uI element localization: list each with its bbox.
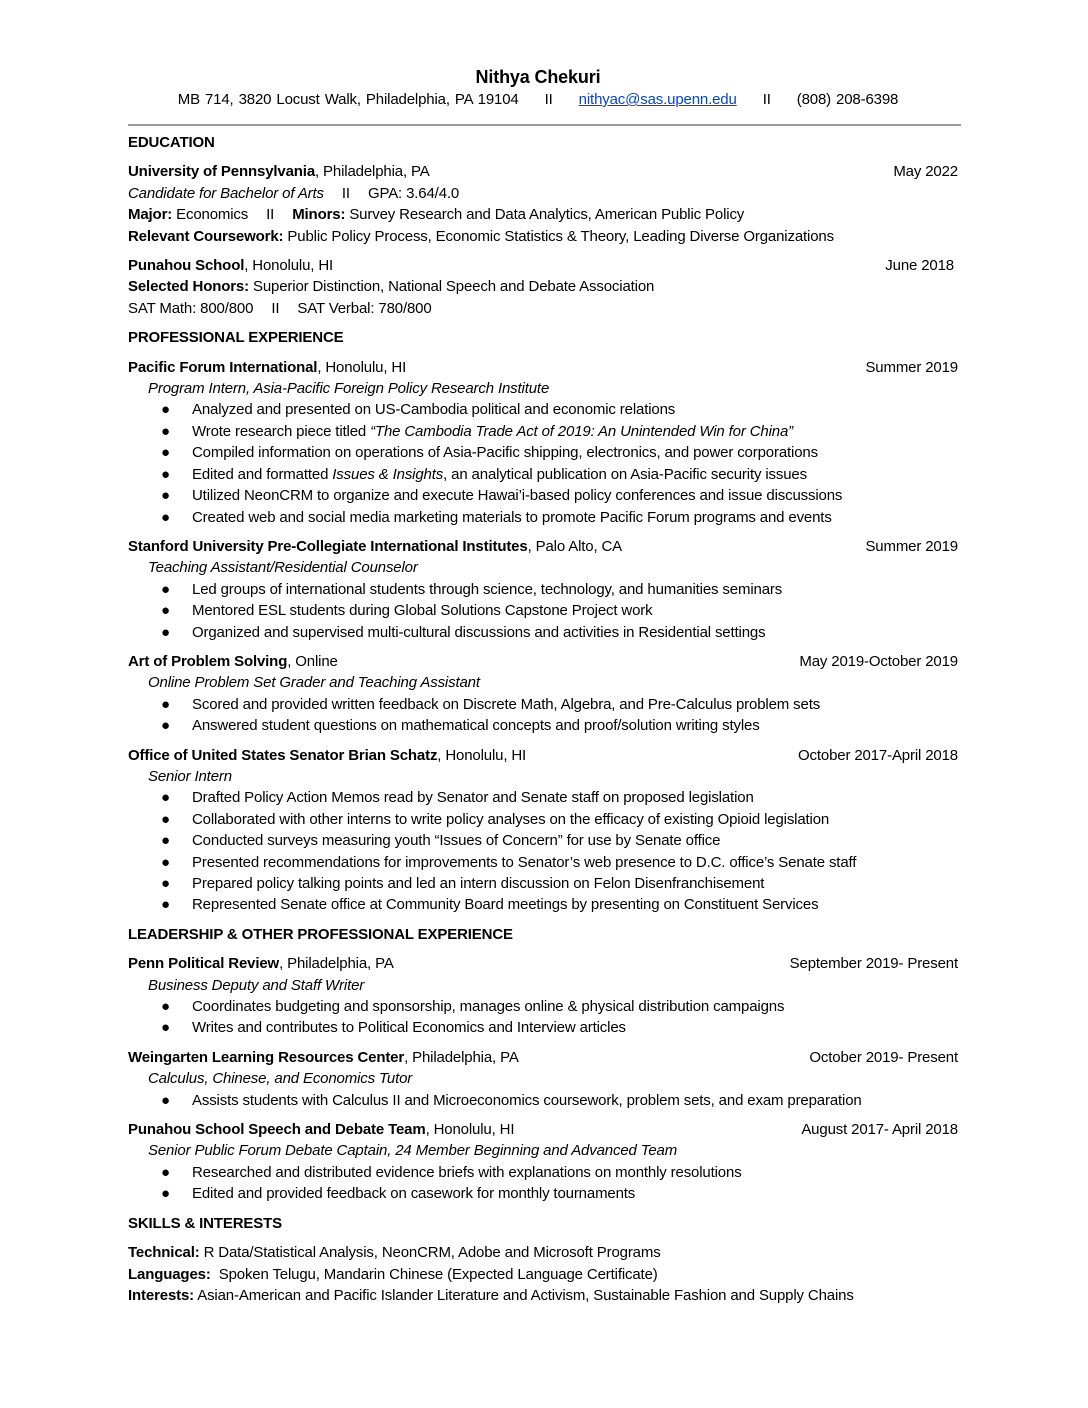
bullet-text: Edited and formatted xyxy=(192,465,333,483)
entry-date: October 2017-April 2018 xyxy=(798,746,958,764)
degree: Candidate for Bachelor of Arts xyxy=(128,184,324,202)
section-heading-skills: SKILLS & INTERESTS xyxy=(128,1214,282,1232)
bullet-text: Utilized NeonCRM to organize and execute Hawai’i-based policy conferences and issue discussions xyxy=(192,487,843,505)
experience-entry xyxy=(128,651,958,737)
bullet-icon: ● xyxy=(161,1091,170,1109)
bullet-text: Led groups of international students through science, technology, and humanities seminars xyxy=(192,580,783,598)
entry-date: October 2019- Present xyxy=(809,1048,958,1066)
bullet-item xyxy=(128,579,958,600)
gpa: GPA: 3.64/4.0 xyxy=(367,184,460,202)
minors: Survey Research and Data Analytics, American Public Policy xyxy=(345,206,745,224)
coursework-label: Relevant Coursework: xyxy=(128,227,284,245)
role-title: Teaching Assistant/Residential Counselor xyxy=(148,559,418,577)
honors-label: Selected Honors: xyxy=(128,278,249,296)
bullet-icon: ● xyxy=(161,465,170,483)
role-title: Senior Intern xyxy=(148,767,232,785)
bullet-text: Drafted Policy Action Memos read by Senator and Senate staff on proposed legislation xyxy=(192,789,754,807)
bullet-list xyxy=(128,399,958,527)
bullet-item xyxy=(128,464,958,485)
bullet-text: Conducted surveys measuring youth “Issues of Concern” for use by Senate office xyxy=(192,832,721,850)
skills-list xyxy=(128,1242,958,1306)
bullet-text: Scored and provided written feedback on Discrete Math, Algebra, and Pre-Calculus problem sets xyxy=(192,695,821,713)
org-location: , Philadelphia, PA xyxy=(315,163,430,181)
bullet-icon: ● xyxy=(161,1019,170,1037)
bullet-text: Assists students with Calculus II and Microeconomics coursework, problem sets, and exam preparation xyxy=(192,1091,862,1109)
skill-languages xyxy=(128,1264,958,1285)
experience-entry xyxy=(128,953,958,1039)
entry-org-line xyxy=(128,651,338,672)
org-name: Penn Political Review xyxy=(128,955,280,973)
email-link[interactable]: nithyac@sas.upenn.edu xyxy=(578,91,737,108)
bullet-icon: ● xyxy=(161,695,170,713)
bullet-item xyxy=(128,1090,958,1111)
bullet-text: Created web and social media marketing materials to promote Pacific Forum programs and events xyxy=(192,508,832,526)
major-label: Major: xyxy=(128,206,173,224)
bullet-text: Coordinates budgeting and sponsorship, manages online & physical distribution campaigns xyxy=(192,998,785,1016)
org-name: Stanford University Pre-Collegiate International Institutes xyxy=(128,537,528,555)
minors-label: Minors: xyxy=(292,206,346,224)
skill-label: Languages: xyxy=(128,1265,211,1283)
entry-date: Summer 2019 xyxy=(865,537,958,555)
sat-verbal: SAT Verbal: 780/800 xyxy=(297,299,432,317)
org-location: , Honolulu, HI xyxy=(317,358,407,376)
entry-org-line xyxy=(128,953,394,974)
address: MB 714, 3820 Locust Walk, Philadelphia, PA 19104 xyxy=(177,91,519,108)
experience-sections xyxy=(128,327,958,1204)
org-location: , Philadelphia, PA xyxy=(279,955,394,973)
bullet-text: Represented Senate office at Community Board meetings by presenting on Constituent Services xyxy=(192,896,819,914)
org-name: Weingarten Learning Resources Center xyxy=(128,1048,405,1066)
role-title: Senior Public Forum Debate Captain, 24 Member Beginning and Advanced Team xyxy=(148,1142,678,1160)
entry-header xyxy=(128,953,958,974)
bullet-item xyxy=(128,852,958,873)
bullet-text: Mentored ESL students during Global Solutions Capstone Project work xyxy=(192,602,653,620)
bullet-list xyxy=(128,996,958,1039)
bullet-text: “The Cambodia Trade Act of 2019: An Unintended Win for China” xyxy=(370,422,793,440)
bullet-list xyxy=(128,1090,958,1111)
entry-date: September 2019- Present xyxy=(789,955,958,973)
bullet-item xyxy=(128,830,958,851)
bullet-text: Organized and supervised multi-cultural discussions and activities in Residential settings xyxy=(192,623,766,641)
section-heading: PROFESSIONAL EXPERIENCE xyxy=(128,329,344,347)
education-penn xyxy=(128,161,958,247)
skill-technical xyxy=(128,1242,958,1263)
bullet-icon: ● xyxy=(161,508,170,526)
section-heading-education: EDUCATION xyxy=(128,134,215,151)
entry-org-line xyxy=(128,745,526,766)
bullet-text: Edited and provided feedback on casework for monthly tournaments xyxy=(192,1185,636,1203)
entry-org-line xyxy=(128,1119,514,1140)
skill-label: Interests: xyxy=(128,1286,195,1304)
bullet-text: Issues & Insights xyxy=(332,465,444,483)
org-name: University of Pennsylvania xyxy=(128,163,316,181)
bullet-icon: ● xyxy=(161,444,170,462)
bullet-icon: ● xyxy=(161,1163,170,1181)
org-name: Office of United States Senator Brian Schatz xyxy=(128,746,438,764)
bullet-text: Prepared policy talking points and led an intern discussion on Felon Disenfranchisement xyxy=(192,875,765,892)
bullet-text: Collaborated with other interns to write policy analyses on the efficacy of existing Opioid legislation xyxy=(192,810,830,828)
contact-line xyxy=(118,88,958,112)
bullet-icon: ● xyxy=(161,602,170,620)
entry-date: May 2022 xyxy=(893,163,958,181)
bullet-item xyxy=(128,1017,958,1038)
experience-entry xyxy=(128,357,958,528)
bullet-icon: ● xyxy=(161,832,170,850)
phone: (808) 208-6398 xyxy=(796,91,899,108)
bullet-item xyxy=(128,507,958,528)
org-name: Punahou School xyxy=(128,257,245,275)
bullet-icon: ● xyxy=(161,487,170,505)
skill-interests xyxy=(128,1285,958,1306)
separator: II xyxy=(544,91,553,108)
entry-date: August 2017- April 2018 xyxy=(801,1121,958,1139)
bullet-item xyxy=(128,1162,958,1183)
bullet-text: , an analytical publication on Asia-Pacific security issues xyxy=(443,465,807,483)
entry-date: Summer 2019 xyxy=(865,358,958,376)
sat-math: SAT Math: 800/800 xyxy=(128,299,254,317)
bullet-item xyxy=(128,600,958,621)
bullet-item xyxy=(128,715,958,736)
bullet-icon: ● xyxy=(161,422,170,440)
bullet-list xyxy=(128,694,958,737)
bullet-text: Researched and distributed evidence briefs with explanations on monthly resolutions xyxy=(192,1163,742,1181)
bullet-item xyxy=(128,421,958,442)
bullet-item xyxy=(128,809,958,830)
bullet-list xyxy=(128,1162,958,1205)
org-location: , Honolulu, HI xyxy=(425,1121,515,1139)
role-title: Online Problem Set Grader and Teaching Assistant xyxy=(148,674,480,692)
experience-entry xyxy=(128,745,958,916)
bullet-text: Wrote research piece titled xyxy=(192,422,371,440)
honors: Superior Distinction, National Speech and Debate Association xyxy=(248,278,655,296)
separator: II xyxy=(762,91,771,108)
entry-org-line xyxy=(128,357,406,378)
bullet-icon: ● xyxy=(161,789,170,807)
bullet-icon: ● xyxy=(161,1185,170,1203)
resume-page xyxy=(128,66,958,1306)
bullet-icon: ● xyxy=(161,401,170,419)
entry-date: May 2019-October 2019 xyxy=(799,652,958,670)
bullet-item xyxy=(128,399,958,420)
skill-text: Asian-American and Pacific Islander Literature and Activism, Sustainable Fashion and Supply Chains xyxy=(194,1286,854,1304)
bullet-item xyxy=(128,894,958,915)
bullet-icon: ● xyxy=(161,580,170,598)
entry-org-line xyxy=(128,536,622,557)
separator: II xyxy=(271,299,280,317)
education-punahou xyxy=(128,255,958,319)
org-location: , Philadelphia, PA xyxy=(404,1048,519,1066)
bullet-icon: ● xyxy=(161,623,170,641)
bullet-text: Answered student questions on mathematical concepts and proof/solution writing styles xyxy=(192,717,760,735)
role-title: Program Intern, Asia-Pacific Foreign Policy Research Institute xyxy=(148,380,550,398)
entry-header xyxy=(128,357,958,378)
candidate-name: Nithya Chekuri xyxy=(475,67,601,87)
experience-entry xyxy=(128,1047,958,1111)
skill-text: R Data/Statistical Analysis, NeonCRM, Adobe and Microsoft Programs xyxy=(199,1244,661,1262)
skill-label: Technical: xyxy=(128,1244,200,1262)
experience-entry xyxy=(128,1119,958,1205)
bullet-item xyxy=(128,694,958,715)
bullet-icon: ● xyxy=(161,853,170,871)
bullet-text: Analyzed and presented on US-Cambodia political and economic relations xyxy=(192,401,676,419)
bullet-item xyxy=(128,1183,958,1204)
separator: II xyxy=(341,184,350,202)
bullet-icon: ● xyxy=(161,717,170,735)
bullet-text: Presented recommendations for improvements to Senator’s web presence to D.C. office’s Senate staff xyxy=(192,853,857,871)
entry-date: June 2018 xyxy=(885,257,954,275)
entry-header xyxy=(128,651,958,672)
org-name: Pacific Forum International xyxy=(128,358,318,376)
bullet-item xyxy=(128,442,958,463)
entry-header xyxy=(128,745,958,766)
org-name: Punahou School Speech and Debate Team xyxy=(128,1121,426,1139)
bullet-item xyxy=(128,787,958,808)
separator: II xyxy=(266,206,275,224)
experience-entry xyxy=(128,536,958,643)
bullet-list xyxy=(128,579,958,643)
bullet-item xyxy=(128,873,958,894)
bullet-item xyxy=(128,996,958,1017)
skill-text: Spoken Telugu, Mandarin Chinese (Expected Language Certificate) xyxy=(210,1265,658,1283)
entry-header xyxy=(128,1047,958,1068)
entry-header xyxy=(128,536,958,557)
org-location: , Online xyxy=(287,652,338,670)
bullet-text: Writes and contributes to Political Economics and Interview articles xyxy=(192,1019,626,1037)
entry-header xyxy=(128,1119,958,1140)
section-heading: LEADERSHIP & OTHER PROFESSIONAL EXPERIENCE xyxy=(128,925,513,943)
role-title: Calculus, Chinese, and Economics Tutor xyxy=(148,1070,413,1088)
major: Economics xyxy=(172,206,249,224)
bullet-icon: ● xyxy=(161,875,170,892)
coursework: Public Policy Process, Economic Statistics & Theory, Leading Diverse Organizations xyxy=(283,227,834,245)
bullet-icon: ● xyxy=(161,810,170,828)
org-name: Art of Problem Solving xyxy=(128,652,288,670)
org-location: , Honolulu, HI xyxy=(437,746,527,764)
role-title: Business Deputy and Staff Writer xyxy=(148,976,365,994)
bullet-text: Compiled information on operations of Asia-Pacific shipping, electronics, and power corporations xyxy=(192,444,818,462)
bullet-list xyxy=(128,787,958,915)
bullet-icon: ● xyxy=(161,896,170,914)
bullet-icon: ● xyxy=(161,998,170,1016)
entry-org-line xyxy=(128,1047,519,1068)
bullet-item xyxy=(128,622,958,643)
org-location: , Honolulu, HI xyxy=(244,257,334,275)
header-divider xyxy=(128,124,961,126)
bullet-item xyxy=(128,485,958,506)
org-location: , Palo Alto, CA xyxy=(527,537,623,555)
